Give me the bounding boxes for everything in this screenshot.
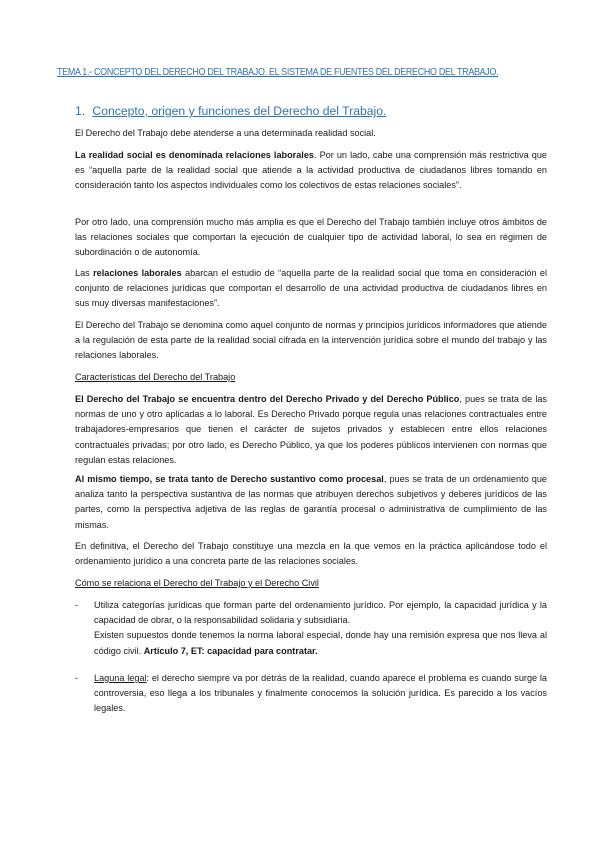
list-dash: - xyxy=(75,600,79,610)
paragraph-6-bold: El Derecho del Trabajo se encuentra dentro del Derecho Privado y del Derecho Público xyxy=(75,394,460,404)
paragraph-6 xyxy=(75,392,547,468)
list-item-line-2-bold: Artículo 7, ET: capacidad para contratar. xyxy=(143,645,318,656)
section-heading xyxy=(75,104,386,118)
list-item-line-2-text: Existen supuestos donde tenemos la norma laboral especial, donde hay una remisión expresa que nos lleva al código civil. xyxy=(94,630,547,656)
paragraph-7 xyxy=(75,472,547,533)
document-title: TEMA 1.- CONCEPTO DEL DERECHO DEL TRABAJO. EL SISTEMA DE FUENTES DEL DERECHO DEL TRABAJO. xyxy=(57,67,499,78)
section-title: Concepto, origen y funciones del Derecho del Trabajo. xyxy=(92,104,387,118)
list-dash: - xyxy=(75,673,79,683)
paragraph-2-text: . Por un lado, cabe una comprensión más restrictiva que es “aquella parte de la realidad social que atiende a la actividad productiva de ciudadanos libres tomando en consideración tanto los aspectos individuales como los colectivos de estas relaciones sociales”. xyxy=(75,150,547,191)
paragraph-6-text: , pues se trata de las normas de uno y otro aplicadas a lo laboral. Es Derecho Privado porque regula unas relaciones contractuales entre trabajadores-empresarios que tienen el carácter de sujetos privados y establecen entre ellos relaciones contractuales privadas; por otro lado, es Derecho Público, ya que los poderes públicos intervienen con normas que regulan estas relaciones. xyxy=(75,394,547,465)
subheading-derecho-civil: Cómo se relaciona el Derecho del Trabajo y el Derecho Civil xyxy=(75,578,319,588)
subheading-caracteristicas: Características del Derecho del Trabajo xyxy=(75,372,236,382)
paragraph-4 xyxy=(75,266,547,312)
list-item xyxy=(75,671,547,717)
list-item-line-1: Utiliza categorías jurídicas que forman parte del ordenamiento jurídico. Por ejemplo, la capacidad jurídica y la capacidad de obrar, o la responsabilidad solidaria y subsidiaria. xyxy=(94,600,547,626)
list-item xyxy=(75,598,547,659)
paragraph-8: En definitiva, el Derecho del Trabajo constituye una mezcla en la que vemos en la práctica aplicándose todo el ordenamiento jurídico a una concreta parte de las relaciones sociales. xyxy=(75,541,547,567)
list-item-text xyxy=(94,671,547,717)
paragraph-7-bold: Al mismo tiempo, se trata tanto de Derecho sustantivo como procesal xyxy=(75,474,384,484)
paragraph-2 xyxy=(75,148,547,194)
laguna-legal-text: : el derecho siempre va por detrás de la realidad, cuando aparece el problema es cuando surge la controversia, eso llega a los tribunales y finalmente conocemos la solución jurídica. Es parecido a los vacíos legales. xyxy=(94,673,548,714)
paragraph-1: El Derecho del Trabajo debe atenderse a una determinada realidad social. xyxy=(75,128,376,138)
list-item-line-2 xyxy=(94,628,547,658)
paragraph-4-pre: Las xyxy=(75,268,94,278)
paragraph-2-bold: La realidad social es denominada relaciones laborales xyxy=(75,150,314,160)
laguna-legal-label: Laguna legal xyxy=(94,673,147,683)
section-number: 1. xyxy=(75,104,86,118)
list-item-text xyxy=(94,598,547,659)
paragraph-3: Por otro lado, una comprensión mucho más amplia es que el Derecho del Trabajo también incluye otros ámbitos de las relaciones sociales que comportan la ejecución de cualquier tipo de actividad laboral, lo sea en régimen de subordinación o de autonomía. xyxy=(75,217,547,258)
paragraph-4-bold: relaciones laborales xyxy=(93,268,182,278)
paragraph-7-text: , pues se trata de un ordenamiento que analiza tanto la perspectiva sustantiva de las normas que atribuyen derechos subjetivos y deberes jurídicos de las partes, como la perspectiva adjetiva de las reglas de garantía procesal o administrativa de cumplimiento de las mismas. xyxy=(75,474,548,530)
paragraph-5: El Derecho del Trabajo se denomina como aquel conjunto de normas y principios jurídicos informadores que atiende a la regulación de esta parte de la realidad social cifrada en la intervención jurídica sobre el mundo del trabajo y las relaciones laborales. xyxy=(75,320,547,361)
paragraph-4-text: abarcan el estudio de “aquella parte de la realidad social que toma en consideración el conjunto de relaciones jurídicas que comportan el desarrollo de una actividad productiva de ciudadanos libres en sus muy diversas manifestaciones”. xyxy=(75,268,548,309)
